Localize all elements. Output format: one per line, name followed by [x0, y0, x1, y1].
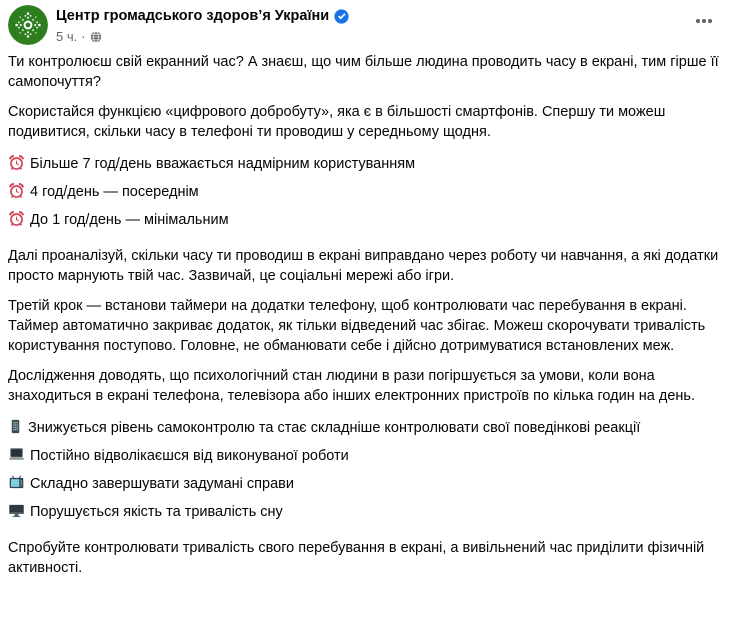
screen-time-levels-list	[8, 152, 724, 236]
list-item	[8, 500, 724, 528]
list-item-text: Постійно відволікаєшся від виконуваної роботи	[30, 448, 349, 464]
list-item-text: До 1 год/день — мінімальним	[30, 212, 229, 228]
negative-effects-list	[8, 416, 724, 528]
list-item-text: 4 год/день — посереднім	[30, 184, 199, 200]
list-item-text: Знижується рівень самоконтролю та стає складніше контролювати свої поведінкові реакції	[28, 420, 641, 436]
television-icon	[8, 474, 25, 500]
list-item	[8, 472, 724, 500]
list-item-text: Складно завершувати задумані справи	[30, 476, 294, 492]
post-paragraph: Третій крок — встанови таймери на додатки телефону, щоб контролювати час перебування в екрані. Таймер автоматично закриває додаток, як тільки відведений час збігає. Можеш скорочувати тривалість користування поступово. Головне, не обманювати себе і дійсно дотримуватися встановлених меж.	[8, 298, 706, 354]
alarm-clock-icon	[8, 210, 25, 236]
meta-separator: ·	[81, 29, 86, 44]
post-paragraph: Дослідження доводять, що психологічний стан людини в рази погіршується за умови, коли вона знаходиться в екрані телефона, телевізора або інших електронних пристроїв по кілька годин на день.	[8, 368, 695, 404]
post-paragraph: Далі проаналізуй, скільки часу ти проводиш в екрані виправдано через роботу чи навчання, а які додатки просто марнують твій час. Зазвичай, це соціальні мережі або ігри.	[8, 248, 719, 284]
header-text	[56, 5, 724, 45]
list-item	[8, 444, 724, 472]
page-name-link[interactable]: Центр громадського здоров’я України	[56, 8, 330, 24]
list-item	[8, 416, 724, 444]
alarm-clock-icon	[8, 182, 25, 208]
mobile-phone-icon	[8, 418, 23, 444]
list-item	[8, 180, 724, 208]
list-item	[8, 208, 724, 236]
list-item-text: Порушується якість та тривалість сну	[30, 504, 283, 520]
avatar[interactable]	[8, 5, 48, 45]
timestamp[interactable]: 5 ч.	[56, 29, 78, 44]
post-paragraph: Спробуйте контролювати тривалість свого перебування в екрані, а вивільнений час приділити фізичній активності.	[8, 540, 705, 576]
post-paragraph: Скористайся функцією «цифрового добробуту», яка є в більшості смартфонів. Спершу ти можеш подивитися, скільки часу в телефоні ти проводиш у середньому щодня.	[8, 104, 666, 140]
alarm-clock-icon	[8, 154, 25, 180]
post-body	[8, 52, 724, 578]
list-item	[8, 152, 724, 180]
post-paragraph: Ти контролюєш свій екранний час? А знаєш, що чим більше людина проводить часу в екрані, тим гірше її самопочуття?	[8, 54, 719, 90]
verified-badge-icon	[334, 9, 349, 24]
laptop-icon	[8, 446, 25, 472]
globe-icon	[90, 31, 102, 43]
list-item-text: Більше 7 год/день вважається надмірним користуванням	[30, 156, 416, 172]
ellipsis-icon	[696, 19, 700, 23]
more-options-button[interactable]	[687, 13, 718, 29]
post-meta	[56, 29, 724, 45]
post-header	[8, 5, 724, 45]
desktop-computer-icon	[8, 502, 25, 528]
